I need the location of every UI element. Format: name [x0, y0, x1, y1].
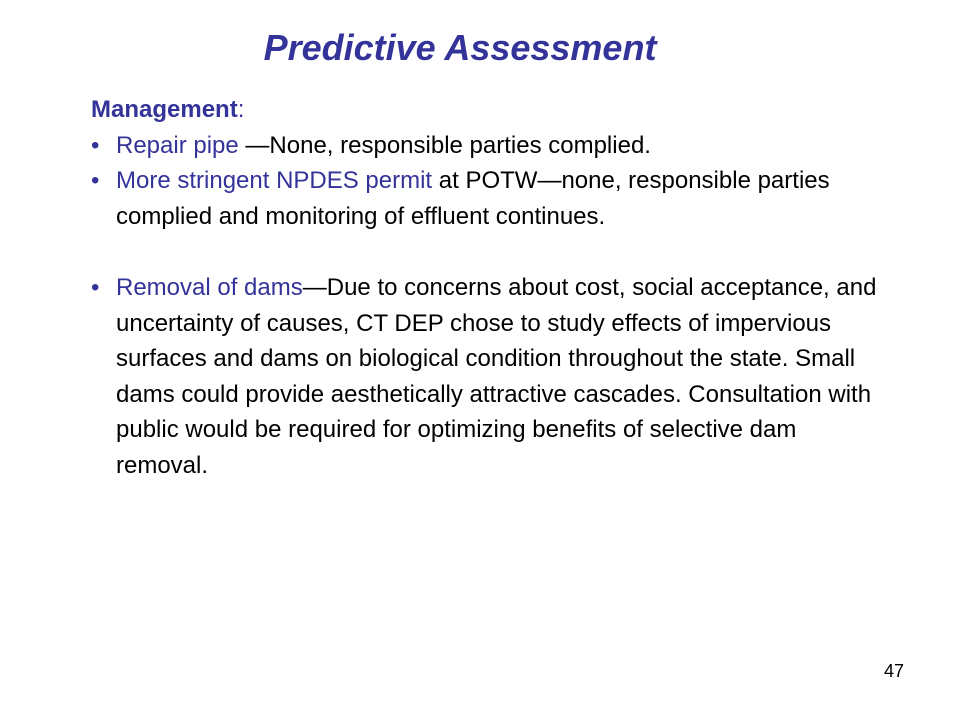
bullet-highlight: Removal of dams [116, 274, 303, 301]
bullet-icon: • [91, 167, 100, 194]
heading-colon: : [237, 96, 245, 123]
slide-content [91, 92, 891, 483]
bullet-spacer [91, 234, 891, 270]
bullet-item-repair-pipe [91, 128, 891, 164]
bullet-list [91, 128, 891, 484]
bullet-highlight: More stringent NPDES permit [116, 167, 433, 194]
heading-label: Management [91, 96, 238, 123]
bullet-item-npdes-permit [91, 163, 891, 234]
page-number: 47 [883, 661, 904, 681]
bullet-text: —None, responsible parties complied. [245, 131, 651, 159]
bullet-icon: • [91, 131, 100, 159]
bullet-text: at POTW—none, responsible parties complied and monitoring of effluent continues. [116, 167, 830, 230]
bullet-item-removal-of-dams [91, 270, 891, 483]
management-heading [91, 92, 891, 128]
bullet-text: —Due to concerns about cost, social acceptance, and uncertainty of causes, CT DEP chose to study effects of impervious surfaces and dams on biological condition throughout the state. Small dams could provide aesthetically attractive cascades. Consultation with public would be required for optimizing benefits of selective dam removal. [116, 274, 877, 479]
bullet-icon: • [91, 274, 100, 301]
bullet-highlight: Repair pipe [116, 131, 246, 159]
slide-title: Predictive Assessment [263, 27, 657, 68]
